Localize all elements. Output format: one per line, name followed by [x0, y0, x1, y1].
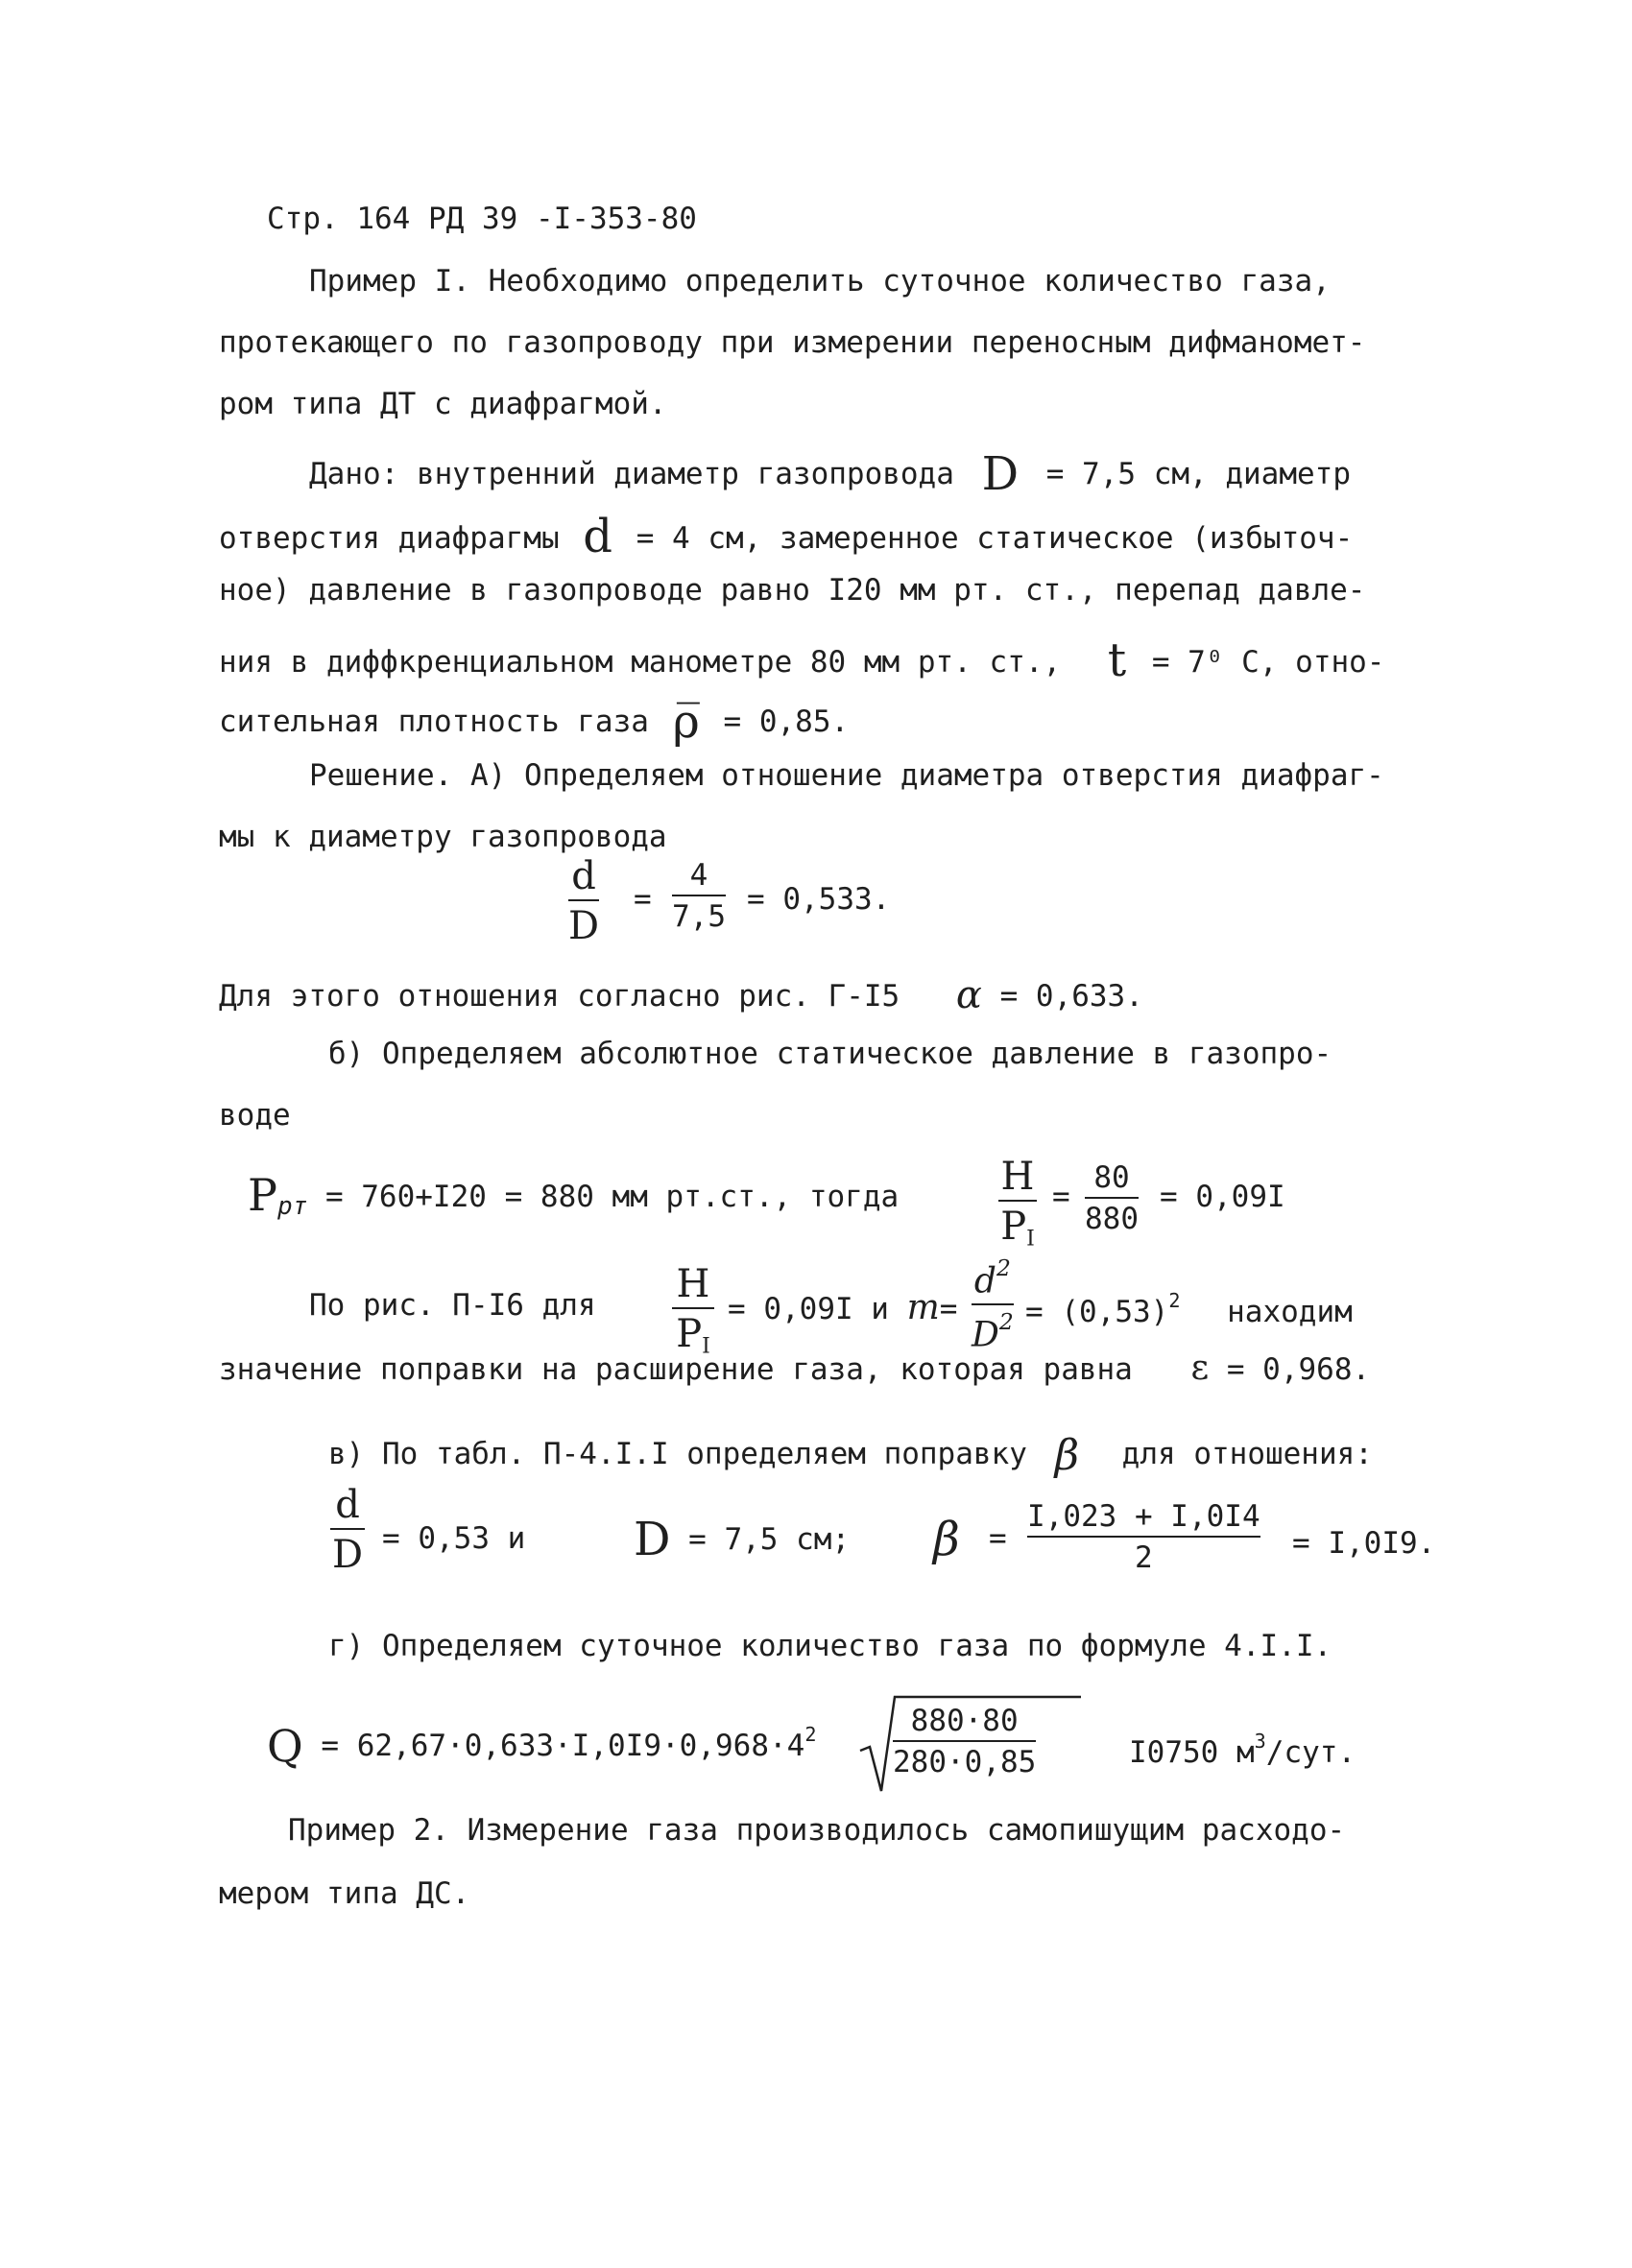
- beta-result: = I,0I9.: [1292, 1526, 1436, 1561]
- eq-sign-v: =: [989, 1521, 1007, 1556]
- temperature-t-symbol: t: [1107, 633, 1127, 687]
- pressure-formula: $P_{рт} = 760+I20 = 880$ мм рт.ст., тогда: [248, 1169, 900, 1221]
- alpha-symbol: α: [955, 973, 982, 1017]
- epsilon-symbol: ε: [1190, 1349, 1210, 1388]
- solution-b-line-4c: = $(0,53)^2$ находим: [1025, 1289, 1353, 1330]
- ex2-line-1: Пример 2. Измерение газа производилось самопишущим расходо-: [288, 1813, 1346, 1848]
- diameter-v: D = 7,5 см;: [634, 1513, 851, 1566]
- fraction-d-over-D-v: d D: [331, 1483, 364, 1577]
- ex1-line-1: Пример I. Необходимо определить суточное количество газа,: [309, 264, 1331, 298]
- eq-sign-b: =: [1052, 1180, 1070, 1214]
- solution-b-line-5: значение поправки на расширение газа, которая равна ε = 0,968.: [219, 1349, 1371, 1388]
- solution-g-line-1: г) Определяем суточное количество газа по формуле 4.I.I.: [328, 1629, 1332, 1663]
- eq-sign: =: [634, 882, 652, 917]
- flow-formula: $Q = 62,67\cdot 0,633\cdot I,0I9\cdot 0,968\cdot 4^2$: [267, 1720, 817, 1772]
- beta-symbol: β: [1054, 1431, 1079, 1480]
- solution-b-line-4b: = 0,09I и m=: [728, 1288, 958, 1327]
- solution-b-line-2: воде: [219, 1098, 291, 1133]
- solution-b-line-1: б) Определяем абсолютное статическое давление в газопро-: [328, 1037, 1332, 1071]
- solution-a-line-1: Решение. А) Определяем отношение диаметра отверстия диафраг-: [309, 758, 1384, 793]
- beta-symbol-v: β: [933, 1513, 960, 1566]
- page-header: Стр. 164 РД 39 -I-353-80: [267, 202, 697, 236]
- diameter-D-symbol: D: [981, 447, 1020, 501]
- fraction-4-over-7-5: 4 7,5: [672, 858, 726, 934]
- fraction-d-over-D: d D: [568, 854, 600, 948]
- fraction-d2-over-D2: $d^2$ $D^2$: [972, 1254, 1014, 1355]
- solution-a-line-2: мы к диаметру газопровода: [219, 820, 667, 854]
- solution-a-line-3: Для этого отношения согласно рис. Г-I5 α = 0,633.: [219, 973, 1143, 1017]
- flow-result: I0750 $м^3$/сут.: [1129, 1730, 1356, 1771]
- given-line-2: отверстия диафрагмы d = 4 см, замеренное статическое (избыточ-: [219, 510, 1354, 563]
- ratio-value-v: = 0,53 и: [382, 1521, 526, 1556]
- given-line-4: ния в диффкренциальном манометре 80 мм рт. ст., t = 7⁰ С, отно-: [219, 633, 1385, 687]
- fraction-H-over-P1: H $P_I$: [998, 1158, 1037, 1251]
- ex1-line-3: ром типа ДТ с диафрагмой.: [219, 387, 667, 421]
- fraction-80-over-880: 80 880: [1085, 1160, 1139, 1236]
- fraction-beta-average: I,023 + I,0I4 2: [1027, 1499, 1260, 1575]
- given-line-3: ное) давление в газопроводе равно I20 мм рт. ст., перепад давле-: [219, 573, 1366, 608]
- solution-b-line-4a: По рис. П-I6 для: [309, 1288, 596, 1323]
- ex1-line-2: протекающего по газопроводу при измерении переносным дифманомет-: [219, 325, 1366, 360]
- given-line-5: сительная плотность газа ρ̅ = 0,85.: [219, 695, 850, 749]
- solution-v-line-1: в) По табл. П-4.I.I определяем поправку β для отношения:: [328, 1431, 1373, 1480]
- pressure-ratio-result: = 0,09I: [1160, 1180, 1285, 1214]
- density-rho-symbol: ρ̅: [672, 695, 700, 749]
- ratio-result: = 0,533.: [747, 882, 891, 917]
- ex2-line-2: мером типа ДС.: [219, 1876, 470, 1911]
- given-line-1: Дано: внутренний диаметр газопровода D = 7,5 см, диаметр: [309, 447, 1351, 501]
- fraction-H-over-P1-second: H $P_I$: [672, 1265, 714, 1358]
- diameter-d-symbol: d: [583, 510, 613, 563]
- fraction-sqrt-argument: 880·80 280·0,85: [893, 1704, 1037, 1779]
